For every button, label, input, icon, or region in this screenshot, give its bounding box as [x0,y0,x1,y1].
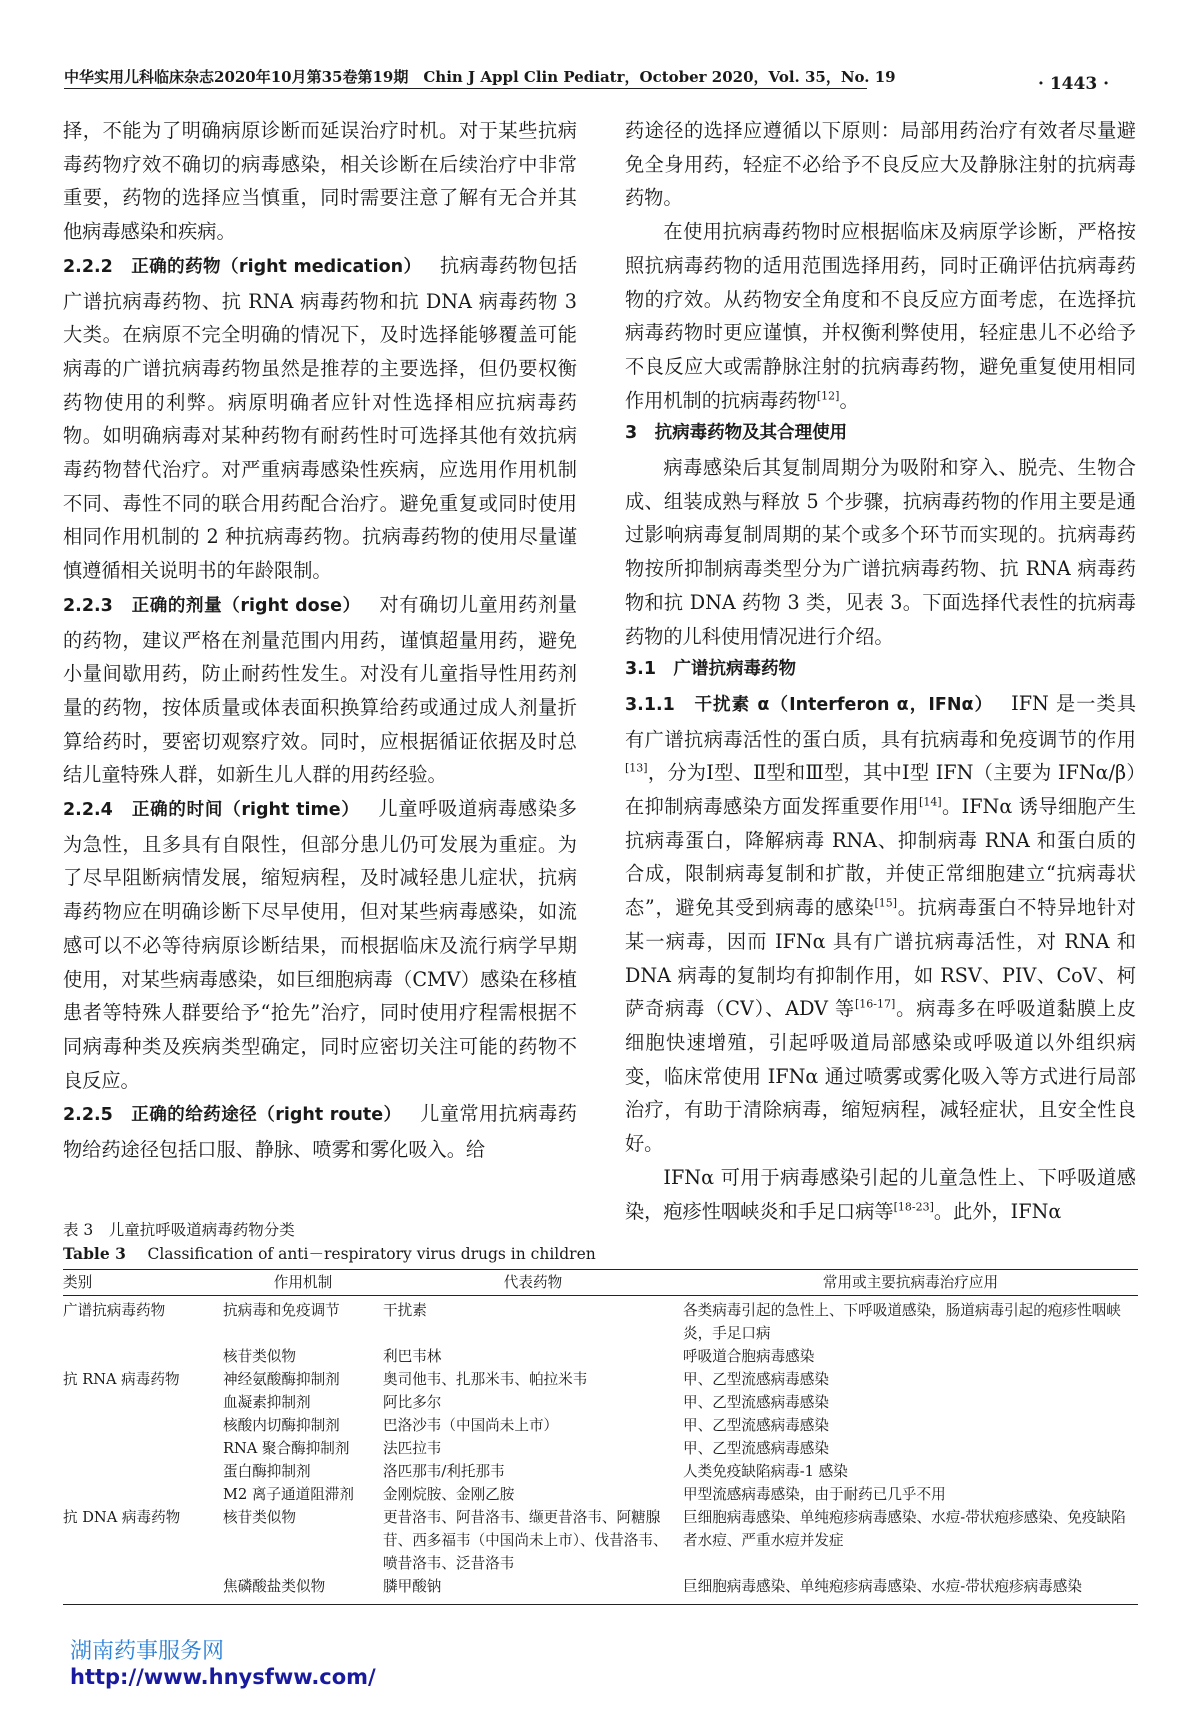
section-text-3-1-1-e: 。病毒多在呼吸道黏膜上皮细胞快速增殖，引起呼吸道局部感染或呼吸道以外组织病变，临床常使用 IFNα 通过喷雾或雾化吸入等方式进行局部治疗，有助于清除病毒，缩短病程，减轻症状，且安全性良好。 [625,997,1137,1156]
cell-mechanism: 抗病毒和免疫调节 [223,1302,340,1319]
section-2-2-5 [63,1097,577,1166]
table-row [63,1575,1138,1605]
watermark-url[interactable]: http://www.hnysfww.com/ [70,1665,376,1689]
header-rule [64,88,867,89]
cell-category: 抗 DNA 病毒药物 [63,1509,181,1526]
table-caption-en-label: Table 3 [63,1244,126,1263]
section-text-2-2-5: 儿童常用抗病毒药物给药途径包括口服、静脉、喷雾和雾化吸入。给 [63,1102,577,1162]
cell-category: 抗 RNA 病毒药物 [63,1371,180,1388]
cell-mechanism: 血凝素抑制剂 [223,1394,311,1411]
section-text-2-2-2: 抗病毒药物包括广谱抗病毒药物、抗 RNA 病毒药物和抗 DNA 病毒药物 3 大类。在病原不完全明确的情况下，及时选择能够覆盖可能病毒的广谱抗病毒药物虽然是推荐的主要选择，但仍要权衡药物使用的利弊。病原明确者应针对性选择相应抗病毒药物。如明确病毒对某种药物有耐药性时可选择其他有效抗病毒药物替代治疗。对严重病毒感染性疾病，应选用作用机制不同、毒性不同的联合用药配合治疗。避免重复或同时使用相同作用机制的 2 种抗病毒药物。抗病毒药物的使用尽量谨慎遵循相关说明书的年龄限制。 [63,253,578,583]
cell-mechanism: RNA 聚合酶抑制剂 [223,1440,350,1457]
cell-application: 甲、乙型流感病毒感染 [683,1394,829,1411]
paragraph-section-3: 病毒感染后其复制周期分为吸附和穿入、脱壳、生物合成、组装成熟与释放 5 个步骤，抗病毒药物的作用主要是通过影响病毒复制周期的某个或多个环节而实现的。抗病毒药物按所抑制病毒类型分为广谱抗病毒药物、抗 RNA 病毒药物和抗 DNA 药物 3 类，见表 3。下面选择代表性的抗病毒药物的儿科使用情况进行介绍。 [625,456,1136,648]
column-header-drug: 代表药物 [383,1270,683,1296]
section-text-3-1-1-b: ，分为Ⅰ型、Ⅱ型和Ⅲ型，其中Ⅰ型 IFN（主要为 IFNα/β）在抑制病毒感染方面发挥重要作用 [625,761,1136,819]
cell-category [63,1414,223,1437]
cell-application: 甲、乙型流感病毒感染 [683,1371,829,1388]
table-row [63,1391,1138,1414]
section-2-2-3 [63,588,577,792]
citation-15: [15] [874,896,898,910]
cell-category [63,1437,223,1460]
cell-drug: 利巴韦林 [383,1348,442,1365]
section-text-3-1-1-d: 。抗病毒蛋白不特异地针对某一病毒，因而 IFNα 具有广谱抗病毒活性，对 RNA 和 DNA 病毒的复制均有抑制作用，如 RSV、PIV、CoV、柯萨奇病毒（CV）、ADV 等 [625,896,1136,1021]
table-row [63,1414,1138,1437]
cell-application: 呼吸道合胞病毒感染 [683,1348,815,1365]
section-text-2-2-3: 对有确切儿童用药剂量的药物，建议严格在剂量范围内用药，谨慎超量用药，避免小量间歇用药，防止耐药性发生。对没有儿童指导性用药剂量的药物，按体质量或体表面积换算给药或通过成人剂量折算给药时，要密切观察疗效。同时，应根据循证依据及时总结儿童特殊人群，如新生儿人群的用药经验。 [63,592,578,787]
cell-application: 各类病毒引起的急性上、下呼吸道感染，肠道病毒引起的疱疹性咽峡炎，手足口病 [683,1302,1121,1342]
table-row [63,1460,1138,1483]
column-header-application: 常用或主要抗病毒治疗应用 [683,1270,1138,1296]
left-column [63,114,577,1167]
column-header-category: 类别 [63,1270,223,1296]
section-title-3-1: 3.1 广谱抗病毒药物 [625,659,797,680]
table-header-row [63,1270,1138,1296]
cell-application: 巨细胞病毒感染、单纯疱疹病毒感染、水痘-带状疱疹病毒感染 [683,1575,1138,1605]
paragraph-ifn-uses [625,1161,1136,1228]
right-column [625,114,1136,1228]
table-row [63,1483,1138,1506]
cell-drug: 金刚烷胺、金刚乙胺 [383,1486,515,1503]
cell-application: 甲、乙型流感病毒感染 [683,1417,829,1434]
cell-drug: 奥司他韦、扎那米韦、帕拉米韦 [383,1371,588,1388]
table-row [63,1368,1138,1391]
cell-category [63,1483,223,1506]
cell-category [63,1391,223,1414]
section-title-2-2-3: 2.2.3 正确的剂量（right dose） [63,595,361,616]
section-title-2-2-5: 2.2.5 正确的给药途径（right route） [63,1105,402,1126]
cell-drug: 更昔洛韦、阿昔洛韦、缬更昔洛韦、阿糖腺苷、西多福韦（中国尚未上市）、伐昔洛韦、喷昔洛韦、泛昔洛韦 [383,1509,668,1572]
table-row [63,1437,1138,1460]
cell-mechanism: 核苷类似物 [223,1509,296,1526]
section-title-2-2-2: 2.2.2 正确的药物（right medication） [63,256,422,277]
paragraph-ifn-uses-a: IFNα 可用于病毒感染引起的儿童急性上、下呼吸道感染，疱疹性咽峡炎和手足口病等 [625,1165,1136,1223]
cell-category [63,1575,223,1605]
section-title-3: 3 抗病毒药物及其合理使用 [625,423,848,444]
paragraph-ifn-uses-b: 。此外，IFNα [933,1199,1062,1223]
cell-mechanism: 核苷类似物 [223,1348,296,1365]
cell-application: 甲、乙型流感病毒感染 [683,1440,829,1457]
watermark-site-name: 湖南药事服务网 [70,1639,225,1664]
cell-drug: 法匹拉韦 [383,1440,442,1457]
paragraph-route-continued: 药途径的选择应遵循以下原则：局部用药治疗有效者尽量避免全身用药，轻症不必给予不良反应大及静脉注射的抗病毒药物。 [625,119,1136,210]
cell-mechanism: 核酸内切酶抑制剂 [223,1417,340,1434]
section-title-2-2-4: 2.2.4 正确的时间（right time） [63,800,360,821]
cell-drug: 膦甲酸钠 [383,1575,683,1605]
cell-mechanism: M2 离子通道阻滞剂 [223,1486,355,1503]
table-row [63,1345,1138,1368]
paragraph-usage-principles [625,215,1136,417]
section-text-3-1-1-a: IFN 是一类具有广谱抗病毒活性的蛋白质，具有抗病毒和免疫调节的作用 [625,691,1137,751]
citation-13: [13] [625,761,648,775]
paragraph-usage-end: 。 [839,388,859,412]
section-2-2-2 [63,249,577,588]
cell-category: 广谱抗病毒药物 [63,1302,166,1319]
cell-mechanism: 焦磷酸盐类似物 [223,1575,383,1605]
cell-application: 甲型流感病毒感染，由于耐药已几乎不用 [683,1486,946,1503]
citation-18-23: [18-23] [893,1200,934,1214]
cell-application: 巨细胞病毒感染、单纯疱疹病毒感染、水痘-带状疱疹感染、免疫缺陷者水痘、严重水痘并发症 [683,1509,1126,1549]
cell-drug: 干扰素 [383,1302,427,1319]
paragraph-usage-text: 在使用抗病毒药物时应根据临床及病原学诊断，严格按照抗病毒药物的适用范围选择用药，同时正确评估抗病毒药物的疗效。从药物安全角度和不良反应方面考虑，在选择抗病毒药物时更应谨慎，并权衡利弊使用，轻症患儿不必给予不良反应大或需静脉注射的抗病毒药物，避免重复使用相同作用机制的抗病毒药物 [625,220,1136,412]
section-text-3-1-1-c: 。IFNα 诱导细胞产生抗病毒蛋白，降解病毒 RNA、抑制病毒 RNA 和蛋白质的合成，限制病毒复制和扩散，并使正常细胞建立“抗病毒状态”，避免其受到病毒的感染 [625,795,1136,920]
table-row [63,1506,1138,1575]
paragraph-continued: 择，不能为了明确病原诊断而延误治疗时机。对于某些抗病毒药物疗效不确切的病毒感染，相关诊断在后续治疗中非常重要，药物的选择应当慎重，同时需要注意了解有无合并其他病毒感染和疾病。 [63,119,577,244]
table-caption-cn: 表 3 儿童抗呼吸道病毒药物分类 [63,1221,295,1239]
cell-drug: 巴洛沙韦（中国尚未上市） [383,1417,559,1434]
table-caption-en-text: Classification of anti－respiratory virus drugs in children [147,1245,596,1263]
table-row [63,1296,1138,1346]
cell-drug: 洛匹那韦/利托那韦 [383,1463,505,1480]
cell-drug: 阿比多尔 [383,1394,442,1411]
citation-14: [14] [919,795,942,809]
section-2-2-4 [63,792,577,1097]
column-header-mechanism: 作用机制 [223,1270,383,1296]
table-caption-en [63,1244,1138,1264]
cell-category [63,1460,223,1483]
section-3-1-1 [625,687,1136,1161]
section-title-3-1-1: 3.1.1 干扰素 α（Interferon α，IFNα） [625,694,994,715]
drug-classification-table [63,1269,1138,1605]
citation-16-17: [16-17] [855,997,896,1011]
page-number: · 1443 · [1038,74,1109,94]
cell-mechanism: 蛋白酶抑制剂 [223,1463,311,1480]
section-text-2-2-4: 儿童呼吸道病毒感染多为急性，且多具有自限性，但部分患儿仍可发展为重症。为了尽早阻断病情发展，缩短病程，及时减轻患儿症状，抗病毒药物应在明确诊断下尽早使用，但对某些病毒感染，如流感可以不必等待病原诊断结果，而根据临床及流行病学早期使用，对某些病毒感染，如巨细胞病毒（CMV）感染在移植患者等特殊人群要给予“抢先”治疗，同时使用疗程需根据不同病毒种类及疾病类型确定，同时应密切关注可能的药物不良反应。 [63,797,577,1092]
citation-12: [12] [816,389,840,403]
running-head: 中华实用儿科临床杂志2020年10月第35卷第19期 Chin J Appl Clin Pediatr，October 2020，Vol. 35，No. 19 [64,68,896,86]
cell-application: 人类免疫缺陷病毒-1 感染 [683,1463,848,1480]
cell-category [63,1345,223,1368]
cell-mechanism: 神经氨酸酶抑制剂 [223,1371,340,1388]
